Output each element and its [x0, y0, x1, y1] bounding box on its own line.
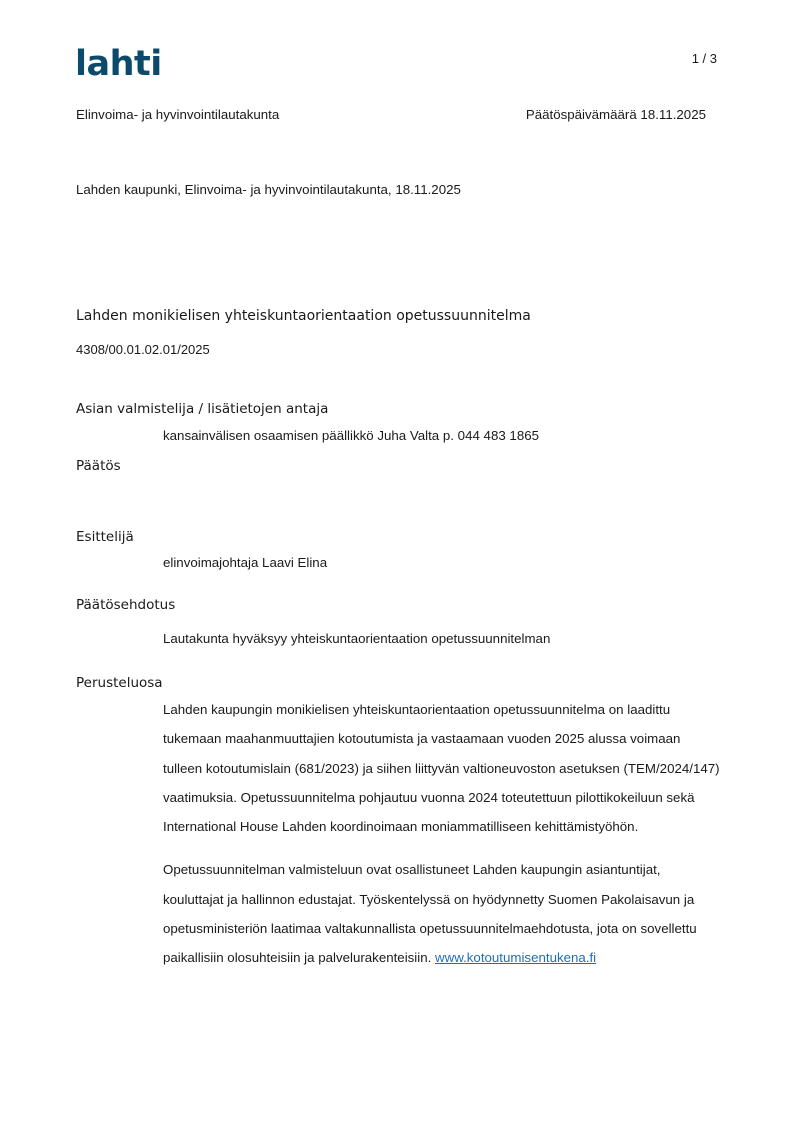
meeting-line: Lahden kaupunki, Elinvoima- ja hyvinvointilautakunta, 18.11.2025 — [76, 182, 461, 197]
proposal-heading: Päätösehdotus — [76, 597, 176, 613]
rationale-paragraph-2 — [163, 855, 723, 972]
page-number: 1 / 3 — [691, 51, 717, 66]
preparer-heading: Asian valmistelija / lisätietojen antaja — [76, 401, 329, 417]
lahti-logo: lahti — [75, 44, 162, 84]
decision-heading: Päätös — [76, 458, 121, 474]
presenter-text: elinvoimajohtaja Laavi Elina — [163, 555, 328, 570]
case-title: Lahden monikielisen yhteiskuntaorientaation opetussuunnitelma — [76, 308, 531, 324]
case-number: 4308/00.01.02.01/2025 — [76, 342, 210, 357]
presenter-heading: Esittelijä — [76, 529, 134, 545]
committee-name: Elinvoima- ja hyvinvointilautakunta — [76, 107, 280, 122]
rationale-paragraph-2-text: Opetussuunnitelman valmisteluun ovat osallistuneet Lahden kaupungin asiantuntijat, kouluttajat ja hallinnon edustajat. Työskentelyssä on hyödynnetty Suomen Pakolaisavun ja opetusministeriön laatimaa valtakunnallista opetussuunnitelmaehdotusta, jota on sovellettu paikallisiin olosuhteisiin ja palvelurakenteisiin. — [163, 862, 697, 966]
proposal-text: Lautakunta hyväksyy yhteiskuntaorientaation opetussuunnitelman — [163, 631, 551, 646]
preparer-text: kansainvälisen osaamisen päällikkö Juha Valta p. 044 483 1865 — [163, 428, 540, 443]
rationale-paragraph-1: Lahden kaupungin monikielisen yhteiskuntaorientaation opetussuunnitelma on laadittu tukemaan maahanmuuttajien kotoutumista ja vastaamaan vuoden 2025 alussa voimaan tulleen kotoutumislain (681/2023) ja siihen liittyvän valtioneuvoston asetuksen (TEM/2024/147) vaatimuksia. Opetussuunnitelma pohjautuu vuonna 2024 toteutettuun pilottikokeiluun sekä International House Lahden koordinoimaan moniammatilliseen kehittämistyöhön. — [163, 702, 720, 835]
decision-date: Päätöspäivämäärä 18.11.2025 — [525, 107, 706, 122]
rationale-heading: Perusteluosa — [76, 675, 163, 691]
rationale-body — [163, 695, 723, 973]
kotoutumisentukena-link[interactable]: www.kotoutumisentukena.fi — [435, 950, 597, 966]
